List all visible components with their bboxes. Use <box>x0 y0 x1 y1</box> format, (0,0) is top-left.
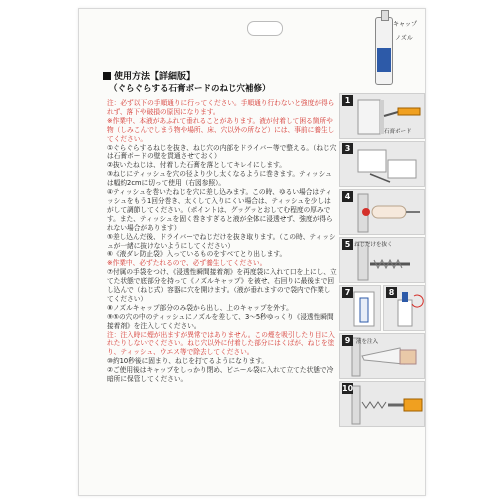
panel-number: 5 <box>342 239 353 250</box>
panel-number: 8 <box>386 287 397 298</box>
section-title <box>103 69 195 82</box>
panel-number: 4 <box>342 191 353 202</box>
cap-label: キャップ <box>393 21 418 28</box>
step-text: ⑦付属の手袋をつけ、《浸透性瞬間接着剤》を再度袋に入れて口を上にし、立てた状態で底部分を持って《ノズルキャップ》を被せ、右回りに最後まで回し込んで（ねじ式）容器に穴を開けます。（液が垂れますので袋内で作業してください） <box>107 268 337 303</box>
tube-label-band <box>377 48 391 72</box>
warning-note: ※作業中、必ずたれるので、必ず養生してください。 <box>107 259 267 268</box>
warning-note: 注：必ず以下の手順通りに行ってください。手順通り行わないと強度が得られず、落下や破損の原因になります。 <box>107 99 335 116</box>
panel-number: 10 <box>342 384 354 393</box>
illustration-panel <box>339 141 425 187</box>
panel-number: 1 <box>342 95 353 106</box>
panel-caption: 石膏ボード <box>384 129 412 135</box>
step-text: ③ねじにティッシュを穴の径より少し太くなるように巻きます。ティッシュは幅約2cmに切って使用（右図参照）。 <box>107 170 332 188</box>
panel-caption: ねじだけを抜く <box>354 242 393 248</box>
title-text: 使用方法【詳細版】 <box>114 72 196 82</box>
section-subtitle: （ぐらぐらする石膏ボードのねじ穴補修） <box>109 84 271 94</box>
instruction-body <box>107 99 337 384</box>
step-text: ①ぐらぐらするねじを抜き、ねじ穴の内部をドライバー等で整える。（ねじ穴は石膏ボードの壁を貫通させておく） <box>107 143 337 161</box>
instruction-card <box>78 8 426 496</box>
illustration-pair <box>339 285 425 331</box>
step-text: ④ティッシュを巻いたねじを穴に差し込みます。この時、ゆるい場合はティッシュをもう1回分巻き、太くして入りにくい場合は、ティッシュを少しはがして調節してください。（ポイントは、グッグッとおしてむ程度の厚みです。また、ティッシュを固く巻きすぎると液が全体に浸透せず、強度が得られない場合があります） <box>107 188 333 232</box>
illustration-panel <box>339 381 425 427</box>
step-text: ⑤差し込んだ後、ドライバーでねじだけを抜き取ります。（この時、ティッシュが一緒に抜けないようにしてください） <box>107 232 336 250</box>
hang-hole <box>247 21 283 36</box>
step-text: ⑩約10秒後に固まり、ねじを打てるようになります。 <box>107 357 269 366</box>
panel-number: 7 <box>342 287 353 298</box>
illustration-panel <box>339 285 381 331</box>
nozzle-label: ノズル <box>395 35 413 42</box>
warning-note: ※作業中、本液があふれて垂れることがあります。液が付着して困る箇所や物（しみこんでしまう物や場所、床、穴以外の所など）には、事前に養生してください。 <box>107 116 335 143</box>
glue-tube-illustration <box>375 17 393 85</box>
nozzle-tip <box>381 10 389 21</box>
step-text: ⑥《液ダレ防止袋》入っているものをすべてとり出します。 <box>107 250 287 259</box>
illustration-panel <box>383 285 425 331</box>
step-text: ⑨⑤の穴の中のティッシュにノズルを差して、3～5秒ゆっくり《浸透性瞬間接着剤》を注入してください。 <box>107 312 334 330</box>
illustration-panel <box>339 189 425 235</box>
illustration-panel <box>339 333 425 379</box>
illustration-column <box>339 93 425 429</box>
illustration-panel <box>339 237 425 283</box>
step-text: ⑧ノズルキャップ部分のみ袋から出し、上のキャップを外す。 <box>107 303 293 312</box>
panel-number: 3 <box>342 143 353 154</box>
step-text: ②抜いたねじは、付着した石膏を落としてキレイにします。 <box>107 161 286 170</box>
panel-number: 9 <box>342 335 353 346</box>
illustration-panel <box>339 93 425 139</box>
warning-note: 注：注入時に煙が出ますが異常ではありません。この煙を吸引したり目に入れたりしないでください。ねじ穴以外に付着した部分にはくばが、ねじを塗り、ティッシュ、ウエス等で除去してください。 <box>107 330 335 357</box>
bullet-square-icon <box>103 72 111 80</box>
step-text: ②ご使用後はキャップをしっかり閉め、ビニール袋に入れて立てた状態で冷暗所に保管してください。 <box>107 366 334 384</box>
panel-caption: 液を注入 <box>356 339 379 345</box>
